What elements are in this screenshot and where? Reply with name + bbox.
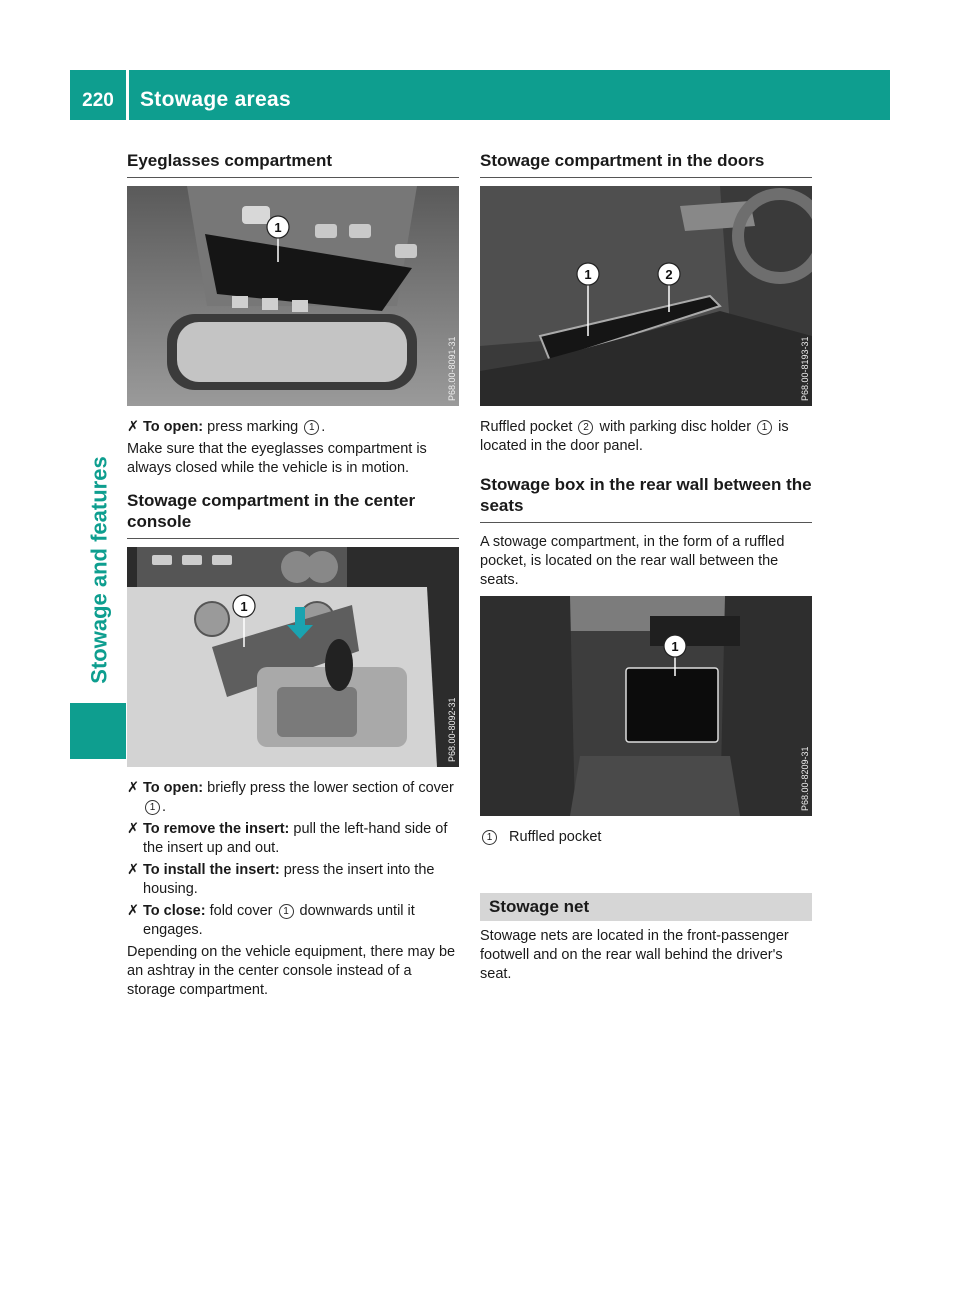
eyeglasses-heading: Eyeglasses compartment [127, 150, 459, 178]
callout-label: 1 [584, 267, 592, 282]
step-arrow-icon: ✗ [127, 903, 140, 919]
rear-wall-text: A stowage compartment, in the form of a ruffled pocket, is located on the rear wall between the seats. [480, 534, 785, 588]
step-text: briefly press the lower section of cover [207, 780, 454, 796]
eyeglasses-note: Make sure that the eyeglasses compartment is always closed while the vehicle is in motion. [127, 441, 427, 476]
side-tab [75, 440, 125, 700]
rear-wall-photo [480, 596, 812, 816]
doors-text [480, 418, 812, 456]
step-text-end: . [162, 799, 167, 815]
step-arrow-icon: ✗ [127, 780, 140, 796]
callout-label: 1 [671, 639, 679, 654]
rear-wall-heading: Stowage box in the rear wall between the seats [480, 474, 812, 523]
step-install-insert [127, 861, 459, 899]
header-divider [126, 70, 129, 120]
photo-code: P68.00-8092-31 [447, 697, 457, 762]
step-arrow-icon: ✗ [127, 821, 140, 837]
step-text: fold cover [209, 903, 273, 919]
step-label: To open: [143, 419, 204, 435]
ref-marker: 2 [578, 420, 593, 435]
center-console-heading: Stowage compartment in the center console [127, 490, 459, 539]
step-text: press marking [207, 419, 299, 435]
step-text-end: . [321, 419, 326, 435]
step-remove-insert [127, 820, 459, 858]
ref-marker: 1 [757, 420, 772, 435]
step-text: pull the left-hand side of the insert up and out. [143, 821, 448, 856]
ref-marker: 1 [279, 904, 294, 919]
step-label: To close: [143, 903, 206, 919]
ref-marker: 1 [304, 420, 319, 435]
doors-text-c: is located in the door panel. [480, 419, 789, 454]
rear-wall-legend [480, 828, 812, 847]
center-console-photo [127, 547, 459, 767]
step-text-end: downwards until it engages. [143, 903, 415, 938]
photo-code: P68.00-8091-31 [447, 336, 457, 401]
right-column [480, 150, 812, 990]
ref-marker: 1 [482, 830, 497, 845]
doors-text-a: Ruffled pocket [480, 419, 573, 435]
step-label: To open: [143, 780, 204, 796]
ref-marker: 1 [145, 800, 160, 815]
callout-label: 1 [274, 220, 282, 235]
step-open [127, 418, 459, 437]
stowage-net-heading: Stowage net [480, 893, 812, 921]
legend-text: Ruffled pocket [509, 829, 602, 845]
callout-label: 1 [240, 599, 248, 614]
left-column [127, 150, 459, 1006]
step-text: press the insert into the housing. [143, 862, 435, 897]
side-tab-marker [70, 703, 126, 759]
step-label: To remove the insert: [143, 821, 290, 837]
doors-text-b: with parking disc holder [599, 419, 752, 435]
section-title: Stowage areas [140, 88, 291, 111]
callout-label: 2 [665, 267, 673, 282]
step-arrow-icon: ✗ [127, 419, 140, 435]
step-close [127, 902, 459, 940]
doors-heading: Stowage compartment in the doors [480, 150, 812, 178]
stowage-net-text: Stowage nets are located in the front-passenger footwell and on the rear wall behind the driver's seat. [480, 928, 789, 982]
step-arrow-icon: ✗ [127, 862, 140, 878]
center-console-note: Depending on the vehicle equipment, there may be an ashtray in the center console instead of a storage compartment. [127, 944, 456, 998]
step-open [127, 779, 459, 817]
photo-code: P68.00-8209-31 [800, 746, 810, 811]
photo-code: P68.00-8193-31 [800, 336, 810, 401]
side-tab-label: Stowage and features [87, 456, 113, 684]
step-label: To install the insert: [143, 862, 280, 878]
eyeglasses-photo [127, 186, 459, 406]
doors-photo [480, 186, 812, 406]
page-number: 220 [82, 90, 114, 111]
